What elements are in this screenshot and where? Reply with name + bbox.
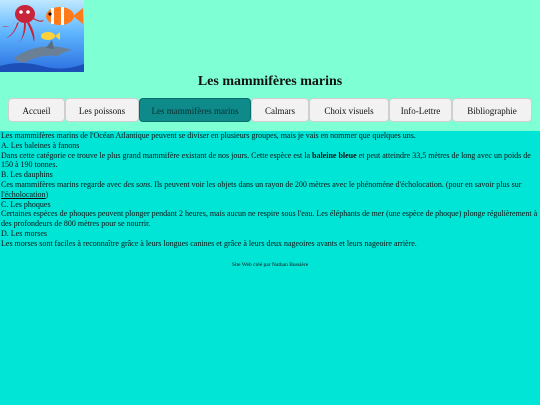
nav-item-accueil[interactable]: Accueil	[8, 98, 65, 122]
sea-creatures-icon	[0, 0, 84, 72]
section-c-text: Certaines espèces de phoques peuvent plonger pendant 2 heures, mais aucun ne respire sous l'eau. Les éléphants de mer (une espèce de phoque) plonge régulièrement à des profondeurs de 800 mètres pour se nourrir.	[1, 209, 538, 229]
section-a-heading: A. Les baleines à fanons	[1, 140, 80, 150]
des-sons-italic: des sons	[123, 179, 151, 189]
nav-item-info-lettre[interactable]: Info-Lettre	[389, 98, 452, 122]
baleine-bleue-bold: baleine bleue	[312, 150, 357, 160]
section-a-text: Dans cette catégorie ce trouve le plus grand mammifère existant de nos jours. Cette espèce est la baleine bleue et peut atteindre 33,5 mètres de long avec un poids de 150 à 190 tonnes.	[1, 150, 531, 170]
section-d-text: Les morses sont faciles à reconnaître grâce à leurs longues canines et grâce à leurs deux nageoires avants et leurs nageoire arrière.	[1, 238, 417, 248]
header-band	[0, 0, 540, 131]
main-navigation	[8, 98, 532, 124]
marine-logo-image	[0, 0, 84, 72]
nav-item-poissons[interactable]: Les poissons	[65, 98, 139, 122]
footer-credit: Site Web créé par Nathan Bussière	[231, 262, 309, 268]
nav-item-bibliographie[interactable]: Bibliographie	[452, 98, 532, 122]
section-d-heading: D. Les morses	[1, 228, 47, 238]
intro-paragraph: Les mammifères marins de l'Océan Atlantique peuvent se diviser en plusieurs groupes, mais je vais en nommer que quelques uns.	[1, 131, 416, 140]
nav-item-calmars[interactable]: Calmars	[251, 98, 309, 122]
section-b-text: Ces mammifères marins regarde avec des sons. Ils peuvent voir les objets dans un rayon de 200 mètres avec le phénomène d'écholocation. (pour en savoir plus sur l'écholocation)	[1, 179, 522, 199]
main-content	[0, 131, 539, 249]
nav-item-mammiferes-marins[interactable]: Les mammifères marins	[139, 98, 251, 122]
section-b-heading: B. Les dauphins	[1, 170, 53, 180]
echolocation-link[interactable]: l'écholocation	[1, 189, 46, 199]
page-title: Les mammifères marins	[197, 74, 343, 89]
nav-item-choix-visuels[interactable]: Choix visuels	[309, 98, 389, 122]
section-c-heading: C. Les phoques	[1, 199, 51, 209]
